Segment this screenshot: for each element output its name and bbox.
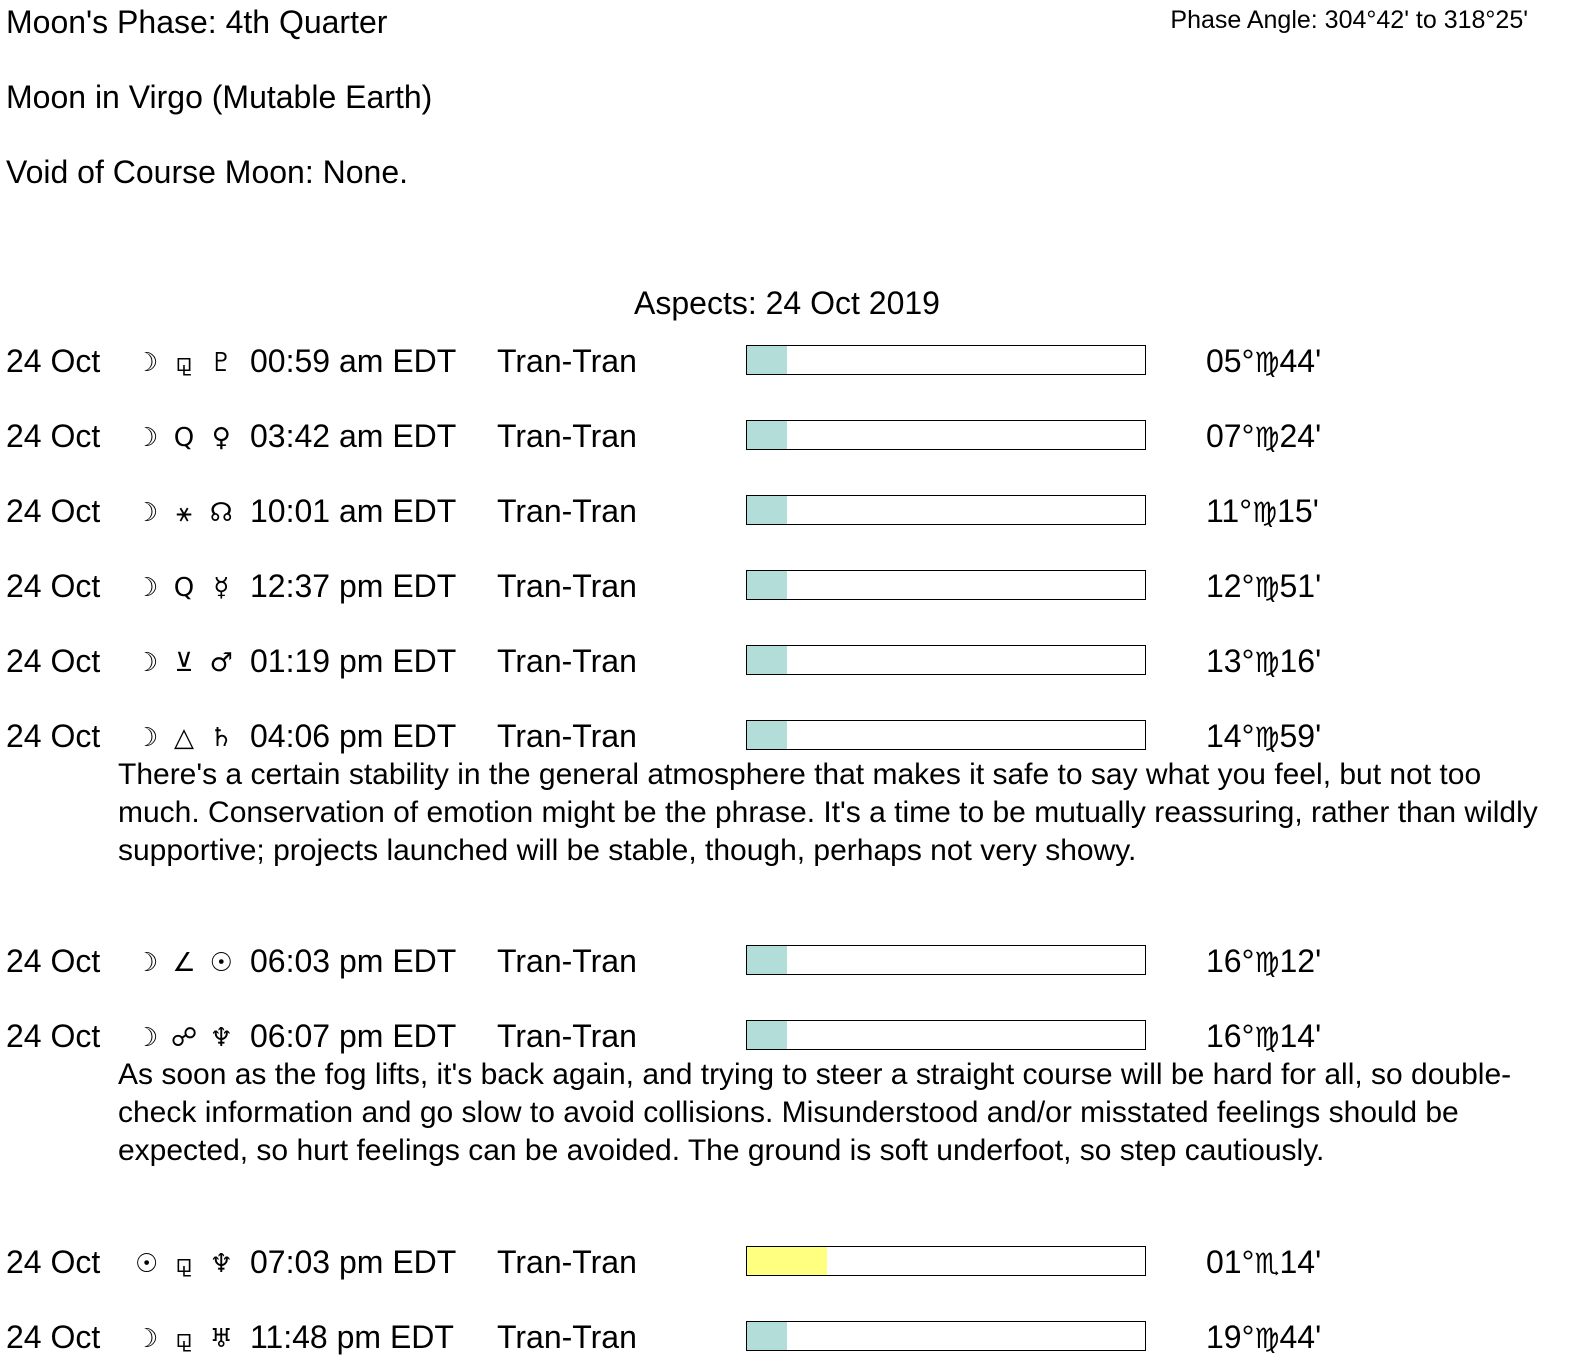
sesquiquadrate-icon: ⚼ xyxy=(175,347,193,378)
virgo-icon: ♍ xyxy=(1254,1322,1280,1355)
semisquare-icon: ∠ xyxy=(172,948,196,978)
mercury-icon: ☿ xyxy=(213,573,230,603)
opposition-icon: ☍ xyxy=(170,1023,198,1053)
position-degrees: 05° xyxy=(1206,343,1255,379)
aspect-strength-fill xyxy=(747,346,787,374)
aspect-row xyxy=(0,343,1574,383)
position-degrees: 07° xyxy=(1206,418,1255,454)
neptune-icon: ♆ xyxy=(209,1023,233,1053)
aspect-strength-fill xyxy=(747,496,787,524)
position-minutes: 51' xyxy=(1279,568,1322,604)
aspect-row xyxy=(0,418,1574,458)
aspect-strength-bar xyxy=(746,570,1146,600)
aspect-type: Tran-Tran xyxy=(497,1319,637,1355)
aspect-glyphs xyxy=(128,571,240,605)
aspect-type: Tran-Tran xyxy=(497,643,637,679)
aspect-strength-fill xyxy=(747,1021,787,1049)
aspect-strength-bar xyxy=(746,1246,1146,1276)
position-degrees: 14° xyxy=(1206,718,1255,754)
aspect-glyphs xyxy=(128,1247,240,1281)
aspect-position xyxy=(1206,1018,1321,1055)
aspect-strength-bar xyxy=(746,720,1146,750)
aspect-strength-fill xyxy=(747,1322,787,1350)
aspect-date: 24 Oct xyxy=(6,568,101,604)
aspect-strength-bar xyxy=(746,1321,1146,1351)
aspect-type: Tran-Tran xyxy=(497,718,637,754)
aspect-type: Tran-Tran xyxy=(497,493,637,529)
saturn-icon: ♄ xyxy=(209,723,233,753)
aspect-position xyxy=(1206,718,1321,755)
trine-icon: △ xyxy=(173,723,194,753)
aspect-strength-bar xyxy=(746,1020,1146,1050)
aspect-type: Tran-Tran xyxy=(497,568,637,604)
aspect-position xyxy=(1206,943,1321,980)
mars-icon: ♂ xyxy=(209,648,233,678)
position-minutes: 24' xyxy=(1279,418,1322,454)
aspect-time: 04:06 pm EDT xyxy=(250,718,457,754)
phase-angle-label: Phase Angle: 304°42' to 318°25' xyxy=(1170,6,1528,34)
sextile-icon: ⚹ xyxy=(176,497,192,528)
aspect-position xyxy=(1206,1319,1321,1356)
aspect-type: Tran-Tran xyxy=(497,1018,637,1054)
aspect-glyphs xyxy=(128,946,240,980)
aspect-position xyxy=(1206,568,1321,605)
aspect-row xyxy=(0,943,1574,983)
position-minutes: 12' xyxy=(1279,943,1322,979)
aspect-date: 24 Oct xyxy=(6,418,101,454)
position-degrees: 12° xyxy=(1206,568,1255,604)
aspect-glyphs xyxy=(128,496,240,530)
position-degrees: 01° xyxy=(1206,1244,1255,1280)
aspect-date: 24 Oct xyxy=(6,1018,101,1054)
position-minutes: 14' xyxy=(1279,1018,1322,1054)
sesquiquadrate-icon: ⚼ xyxy=(175,1248,193,1279)
venus-icon: ♀ xyxy=(211,423,231,453)
neptune-icon: ♆ xyxy=(209,1249,233,1279)
moon-icon: ☽ xyxy=(135,1324,159,1354)
moon-sign-label: Moon in Virgo (Mutable Earth) xyxy=(6,79,433,115)
position-minutes: 44' xyxy=(1279,343,1322,379)
aspect-type: Tran-Tran xyxy=(497,943,637,979)
virgo-icon: ♍ xyxy=(1254,421,1280,454)
aspect-type: Tran-Tran xyxy=(497,418,637,454)
aspect-strength-fill xyxy=(747,571,787,599)
virgo-icon: ♍ xyxy=(1254,1021,1280,1054)
aspects-title: Aspects: 24 Oct 2019 xyxy=(634,285,940,321)
position-degrees: 16° xyxy=(1206,943,1255,979)
aspect-time: 10:01 am EDT xyxy=(250,493,457,529)
aspect-row xyxy=(0,1244,1574,1284)
aspect-row xyxy=(0,568,1574,608)
moon-phase-label: Moon's Phase: 4th Quarter xyxy=(6,4,388,40)
aspect-time: 00:59 am EDT xyxy=(250,343,457,379)
aspect-position xyxy=(1206,418,1321,455)
uranus-icon: ♅ xyxy=(209,1324,233,1354)
aspect-glyphs xyxy=(128,421,240,455)
aspect-date: 24 Oct xyxy=(6,1319,101,1355)
aspect-time: 01:19 pm EDT xyxy=(250,643,457,679)
aspect-date: 24 Oct xyxy=(6,493,101,529)
position-degrees: 16° xyxy=(1206,1018,1255,1054)
moon-icon: ☽ xyxy=(135,573,159,603)
aspect-position xyxy=(1206,493,1319,530)
virgo-icon: ♍ xyxy=(1252,496,1278,529)
aspect-time: 07:03 pm EDT xyxy=(250,1244,457,1280)
aspect-time: 06:03 pm EDT xyxy=(250,943,457,979)
aspect-glyphs xyxy=(128,646,240,680)
position-degrees: 19° xyxy=(1206,1319,1255,1355)
virgo-icon: ♍ xyxy=(1254,346,1280,379)
aspect-date: 24 Oct xyxy=(6,1244,101,1280)
aspect-row xyxy=(0,493,1574,533)
moon-icon: ☽ xyxy=(135,423,159,453)
aspect-description: There's a certain stability in the general atmosphere that makes it safe to say what you feel, but not too much. Conservation of emotion might be the phrase. It's a time to be mutually reassuring, rather than wildly supportive; projects launched will be stable, though, perhaps not very showy. xyxy=(118,758,1538,867)
aspect-row xyxy=(0,718,1574,758)
aspect-position xyxy=(1206,643,1321,680)
aspect-strength-fill xyxy=(747,1247,827,1275)
position-minutes: 44' xyxy=(1279,1319,1322,1355)
quintile-icon: Q xyxy=(173,573,195,603)
moon-icon: ☽ xyxy=(135,723,159,753)
aspect-glyphs xyxy=(128,721,240,755)
aspect-date: 24 Oct xyxy=(6,718,101,754)
position-minutes: 15' xyxy=(1277,493,1319,529)
moon-icon: ☽ xyxy=(135,498,159,528)
north-node-icon: ☊ xyxy=(209,498,233,528)
position-minutes: 14' xyxy=(1279,1244,1322,1280)
aspect-row xyxy=(0,1319,1574,1359)
aspect-time: 12:37 pm EDT xyxy=(250,568,457,604)
virgo-icon: ♍ xyxy=(1254,646,1280,679)
scorpio-icon: ♏ xyxy=(1254,1247,1280,1280)
position-degrees: 11° xyxy=(1206,493,1253,529)
moon-icon: ☽ xyxy=(135,1023,159,1053)
aspect-time: 03:42 am EDT xyxy=(250,418,457,454)
sesquiquadrate-icon: ⚼ xyxy=(175,1323,193,1354)
void-of-course-label: Void of Course Moon: None. xyxy=(6,154,409,190)
position-minutes: 16' xyxy=(1279,643,1322,679)
moon-icon: ☽ xyxy=(135,948,159,978)
pluto-icon: ♇ xyxy=(209,348,233,378)
aspect-type: Tran-Tran xyxy=(497,343,637,379)
position-degrees: 13° xyxy=(1206,643,1255,679)
aspect-strength-fill xyxy=(747,946,787,974)
aspect-strength-bar xyxy=(746,945,1146,975)
aspect-row xyxy=(0,1018,1574,1058)
aspect-strength-bar xyxy=(746,345,1146,375)
aspect-date: 24 Oct xyxy=(6,643,101,679)
aspect-type: Tran-Tran xyxy=(497,1244,637,1280)
aspect-time: 06:07 pm EDT xyxy=(250,1018,457,1054)
aspect-date: 24 Oct xyxy=(6,343,101,379)
aspect-row xyxy=(0,643,1574,683)
aspect-time: 11:48 pm EDT xyxy=(250,1319,454,1355)
aspect-position xyxy=(1206,343,1321,380)
aspect-glyphs xyxy=(128,1322,240,1356)
aspect-date: 24 Oct xyxy=(6,943,101,979)
aspect-strength-bar xyxy=(746,420,1146,450)
virgo-icon: ♍ xyxy=(1254,571,1280,604)
aspect-strength-fill xyxy=(747,421,787,449)
moon-icon: ☽ xyxy=(135,348,159,378)
quintile-icon: Q xyxy=(173,423,195,453)
aspect-position xyxy=(1206,1244,1321,1281)
moon-icon: ☽ xyxy=(135,648,159,678)
quincunx-icon: ⊻ xyxy=(174,648,194,678)
sun-icon: ☉ xyxy=(209,948,233,978)
aspect-glyphs xyxy=(128,346,240,380)
aspect-strength-bar xyxy=(746,645,1146,675)
aspect-glyphs xyxy=(128,1021,240,1055)
position-minutes: 59' xyxy=(1279,718,1322,754)
virgo-icon: ♍ xyxy=(1254,946,1280,979)
aspect-strength-fill xyxy=(747,646,787,674)
virgo-icon: ♍ xyxy=(1254,721,1280,754)
aspect-description: As soon as the fog lifts, it's back again, and trying to steer a straight course will be hard for all, so double-check information and go slow to avoid collisions. Misunderstood and/or misstated feelings should be expected, so hurt feelings can be avoided. The ground is soft underfoot, so step cautiously. xyxy=(118,1058,1512,1167)
aspect-strength-fill xyxy=(747,721,787,749)
sun-icon: ☉ xyxy=(135,1249,159,1279)
aspect-strength-bar xyxy=(746,495,1146,525)
